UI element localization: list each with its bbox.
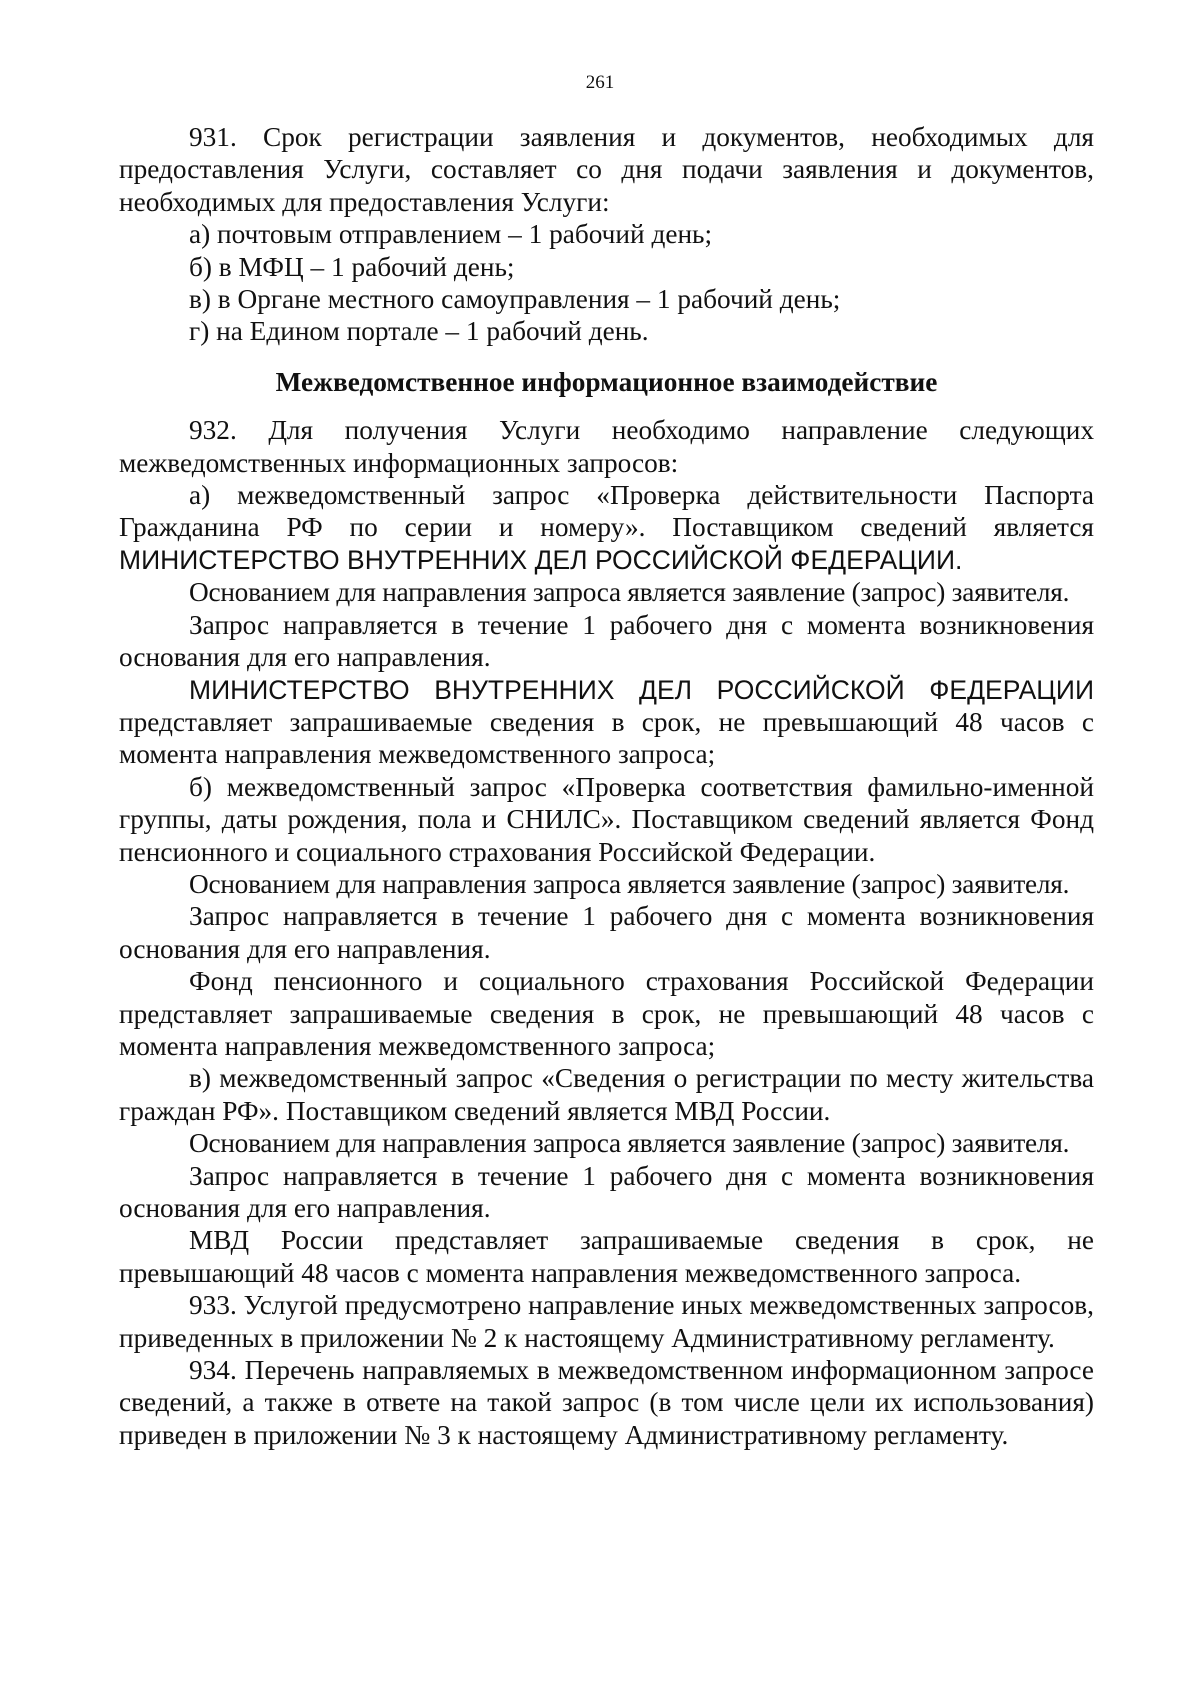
list-item-b: б) в МФЦ – 1 рабочий день;	[189, 251, 515, 282]
paragraph-sent-a: Запрос направляется в течение 1 рабочего дня с момента возникновения основания для его направления.	[119, 609, 1094, 673]
paragraph-931: 931. Срок регистрации заявления и документов, необходимых для предоставления Услуги, составляет со дня подачи заявления и документов, необходимых для предоставления Услуги:	[119, 122, 1094, 217]
paragraph-fund-response: Фонд пенсионного и социального страхования Российской Федерации представляет запрашиваемые сведения в срок, не превышающий 48 часов с момента направления межведомственного запроса;	[119, 966, 1094, 1061]
paragraph-sent-c: Запрос направляется в течение 1 рабочего дня с момента возникновения основания для его направления.	[119, 1160, 1094, 1223]
page-number: 261	[585, 72, 615, 93]
section-heading: Межведомственное информационное взаимодействие	[275, 366, 938, 397]
paragraph-932: 932. Для получения Услуги необходимо направление следующих межведомственных информационных запросов:	[119, 415, 1094, 478]
paragraph-933: 933. Услугой предусмотрено направление иных межведомственных запросов, приведенных в приложении № 2 к настоящему Административному регламенту.	[119, 1290, 1094, 1353]
paragraph-932-a	[119, 479, 1094, 576]
list-item-g: г) на Едином портале – 1 рабочий день.	[189, 316, 649, 347]
paragraph-basis-c: Основанием для направления запроса является заявление (запрос) заявителя.	[189, 1128, 1070, 1159]
list-item-v: в) в Органе местного самоуправления – 1 рабочий день;	[189, 284, 841, 315]
paragraph-932-v: в) межведомственный запрос «Сведения о регистрации по месту жительства граждан РФ». Поставщиком сведений является МВД России.	[119, 1063, 1094, 1126]
paragraph-mvd-response-rest: представляет запрашиваемые сведения в срок, не превышающий 48 часов с момента направления межведомственного запроса;	[119, 706, 1094, 770]
paragraph-sent-b: Запрос направляется в течение 1 рабочего дня с момента возникновения основания для его направления.	[119, 901, 1094, 964]
paragraph-932-b: б) межведомственный запрос «Проверка соответствия фамильно-именной группы, даты рождения, пола и СНИЛС». Поставщиком сведений является Фонд пенсионного и социального страхования Российской Федерации.	[119, 771, 1094, 867]
paragraph-mvd-response-caps: МИНИСТЕРСТВО ВНУТРЕННИХ ДЕЛ РОССИЙСКОЙ ФЕДЕРАЦИИ	[189, 674, 1094, 705]
paragraph-basis-b: Основанием для направления запроса является заявление (запрос) заявителя.	[189, 868, 1070, 899]
document-body	[119, 121, 1094, 1451]
paragraph-mvd-response	[119, 674, 1094, 771]
paragraph-mvd-russia-response: МВД России представляет запрашиваемые сведения в срок, не превышающий 48 часов с момента направления межведомственного запроса.	[119, 1225, 1094, 1288]
list-item-a: а) почтовым отправлением – 1 рабочий день;	[189, 219, 713, 250]
paragraph-932-a-provider: МИНИСТЕРСТВО ВНУТРЕННИХ ДЕЛ РОССИЙСКОЙ ФЕДЕРАЦИИ.	[119, 544, 963, 575]
paragraph-934: 934. Перечень направляемых в межведомственном информационном запросе сведений, а также в ответе на такой запрос (в том числе цели их использования) приведен в приложении № 3 к настоящему Административному регламенту.	[119, 1355, 1094, 1450]
paragraph-932-a-text: а) межведомственный запрос «Проверка действительности Паспорта Гражданина РФ по серии и номеру». Поставщиком сведений является	[119, 480, 1094, 543]
paragraph-basis-a: Основанием для направления запроса является заявление (запрос) заявителя.	[189, 577, 1070, 608]
